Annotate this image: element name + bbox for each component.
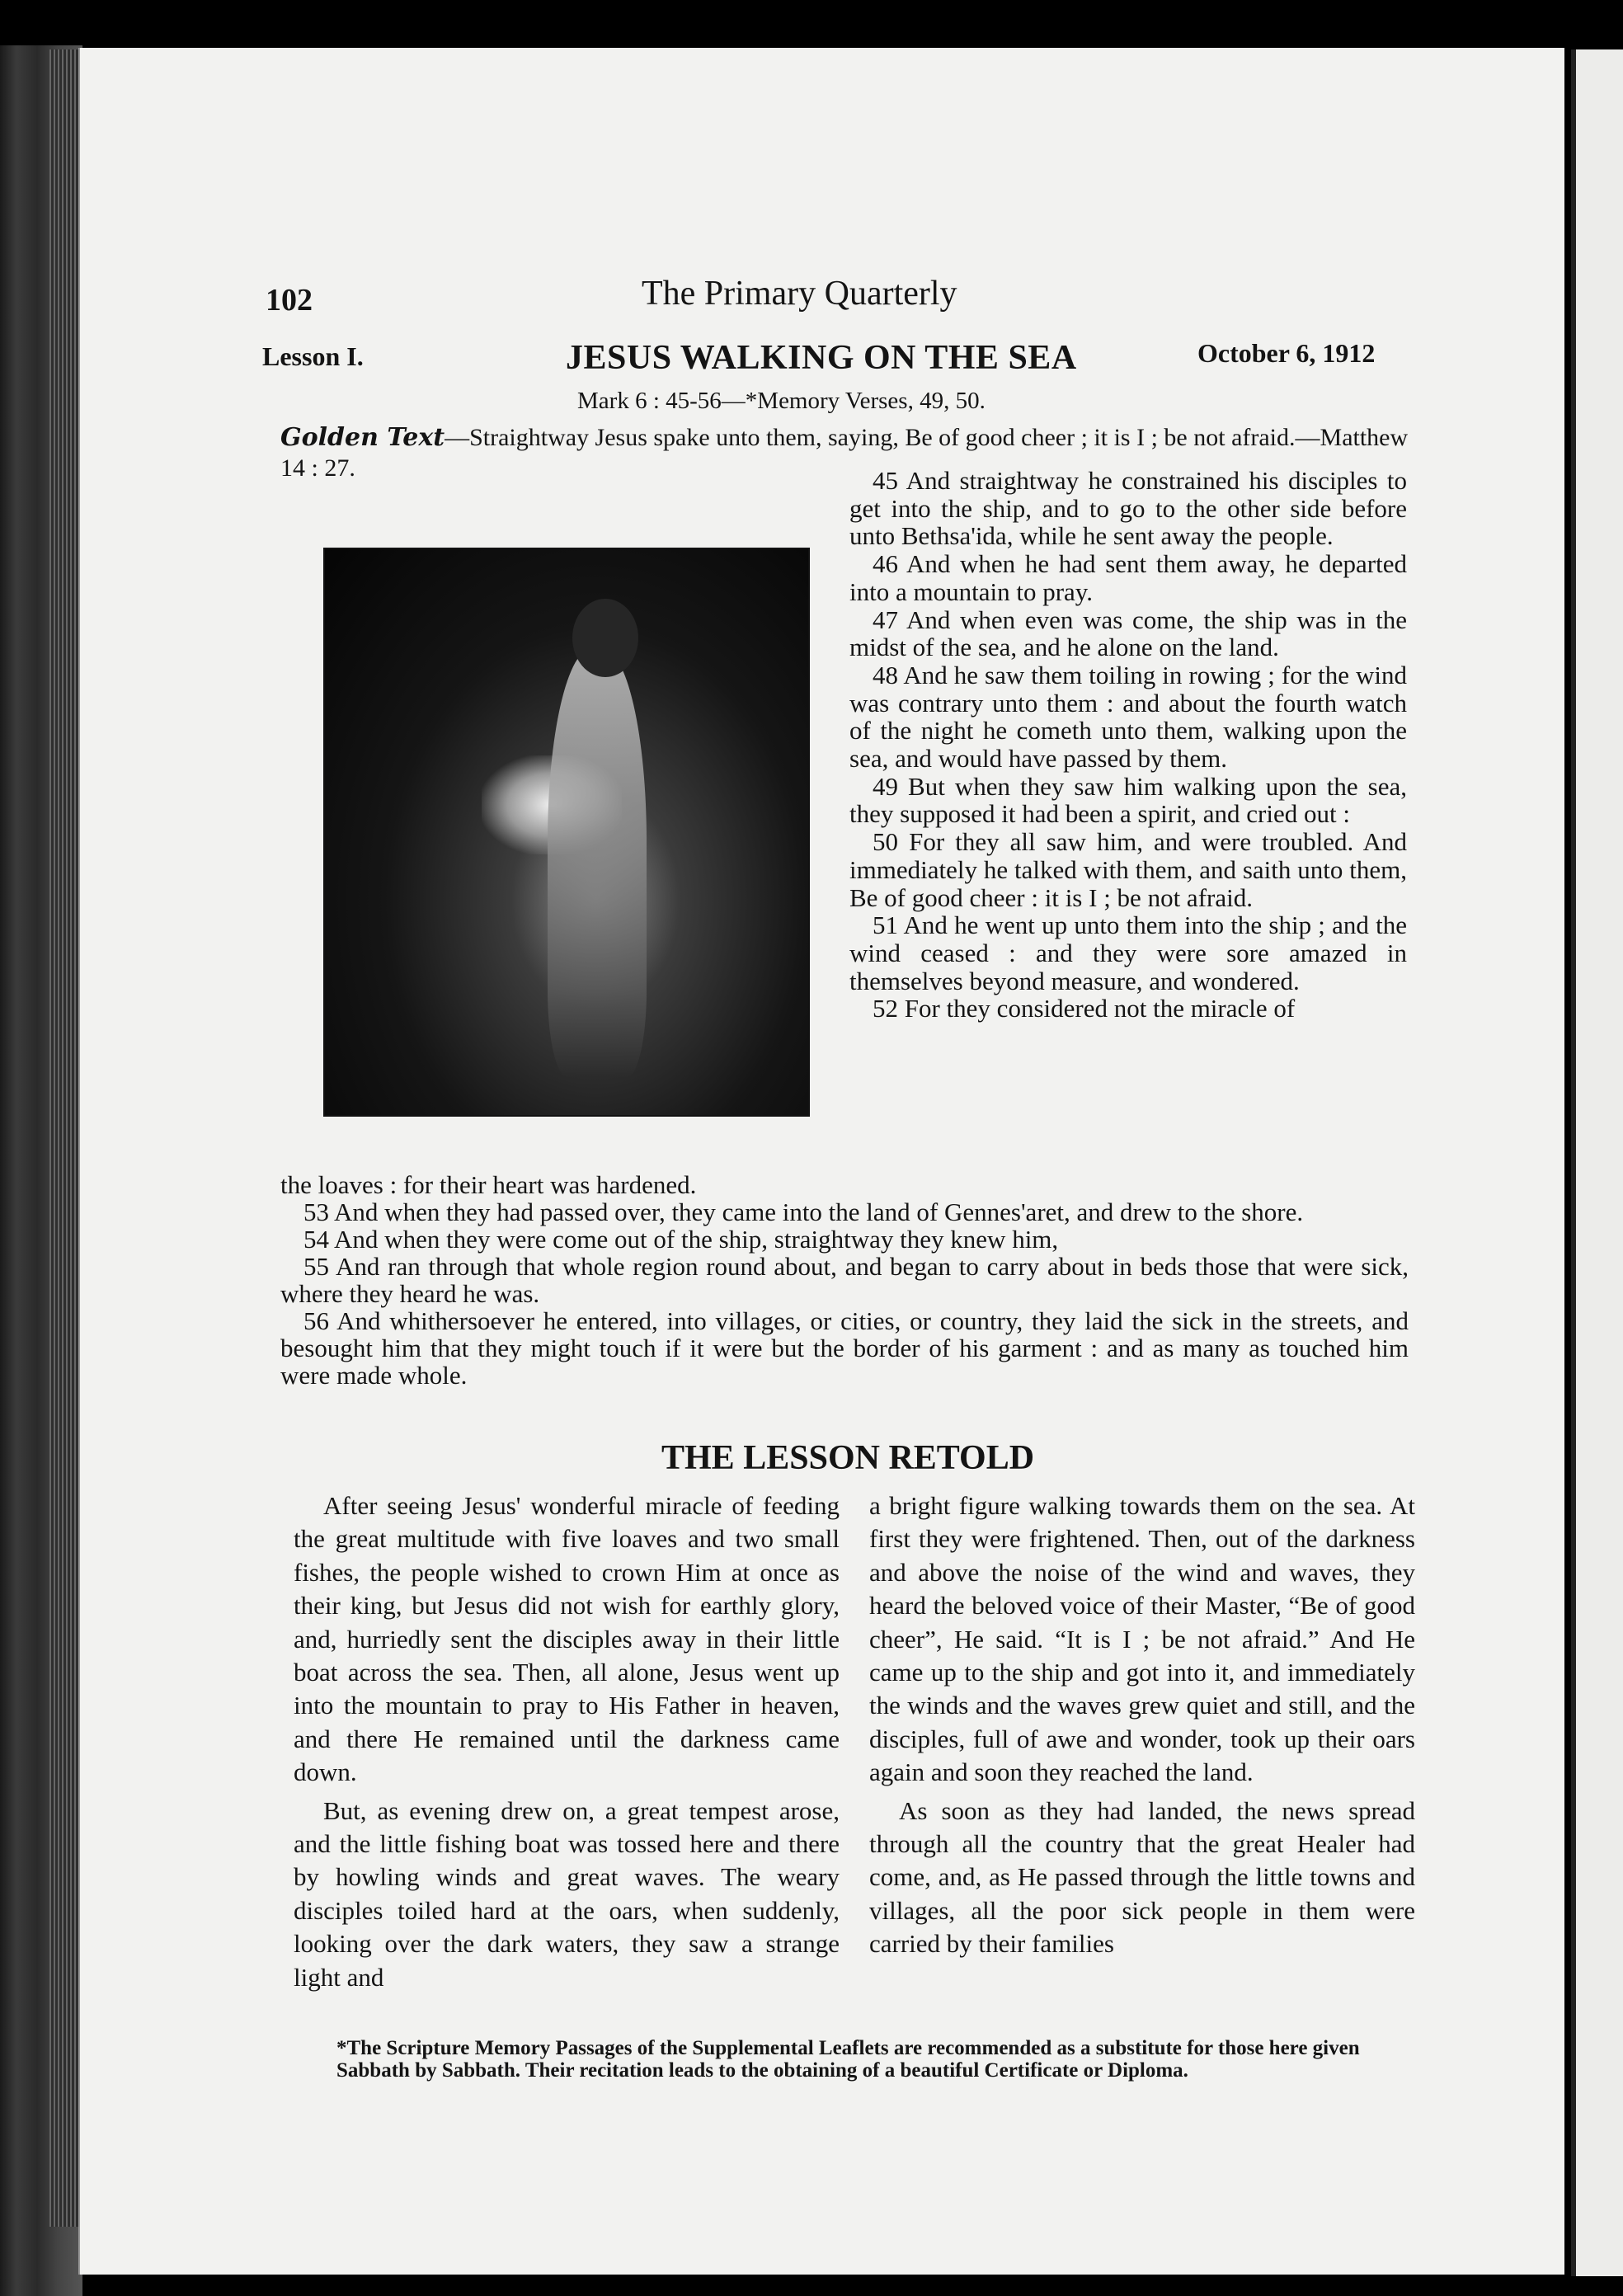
lesson-title: JESUS WALKING ON THE SEA [566,339,1077,377]
verse-53: 53 And when they had passed over, they came into the land of Gennes'aret, and drew to the shore. [303,1197,1304,1226]
lesson-date: October 6, 1912 [1197,338,1376,368]
retold-paragraph-continued: a bright figure walking towards them on the sea. At first they were frightened. Then, out of the darkness and above the noise of the wind and waves, they heard the beloved voice of their Master, “Be of good cheer”, He said. “It is I ; be not afraid.” And He came up to the ship and got into it, and immediately the winds and the waves grew quiet and still, and the disciples, full of awe and wonder, took up their oars again and soon they reached the land. [869,1491,1415,1787]
verse-51: 51 And he went up unto them into the ship ; and the wind ceased : and they were sore amazed in themselves beyond measure, and wondered. [849,910,1407,995]
verse-54: 54 And when they were come out of the ship, straightway they knew him, [303,1225,1059,1254]
page-edges [49,49,82,2227]
verse-47: 47 And when even was come, the ship was in the midst of the sea, and he alone on the land. [849,605,1407,662]
page-number: 102 [266,283,313,318]
verse-55: 55 And ran through that whole region round about, and began to carry about in beds those that were sick, where they heard he was. [280,1252,1409,1308]
lesson-retold-heading: THE LESSON RETOLD [661,1439,1035,1477]
retold-paragraph: As soon as they had landed, the news spread through all the country that the great Healer had come, and, as He passed through the little towns and villages, all the poor sick people in them were carried by their families [869,1795,1415,1959]
facing-page-edge [1571,49,1623,2276]
lesson-number: Lesson I. [262,341,364,371]
retold-paragraph: But, as evening drew on, a great tempest arose, and the little fishing boat was tossed here and there by howling winds and great waves. The weary disciples toiled hard at the oars, when suddenly, looking over the dark waters, they saw a strange light and [294,1795,840,1992]
scripture-verses-full-width [280,1171,1409,1389]
figure-head [572,599,638,677]
verse-49: 49 But when they saw him walking upon the sea, they supposed it had been a spirit, and cried out : [849,771,1407,829]
verse-56: 56 And whithersoever he entered, into villages, or cities, or country, they laid the sick in the streets, and besought him that they might touch if it were but the border of his garment : and as many as touched him were made whole. [280,1306,1409,1390]
retold-paragraph: After seeing Jesus' wonderful miracle of feeding the great multitude with five loaves and two small fishes, the people wished to crown Him at once as their king, but Jesus did not wish for earthly glory, and, hurriedly sent the disciples away in their little boat across the sea. Then, all alone, Jesus went up into the mountain to pray to His Father in heaven, and there He remained until the darkness came down. [294,1491,840,1787]
golden-text-label: Golden Text [280,423,445,452]
illustration-jesus-on-water [323,548,810,1117]
verse-52-start: 52 For they considered not the miracle of [873,994,1296,1023]
verse-45: 45 And straightway he constrained his disciples to get into the ship, and to go to the other side before unto Bethsa'ida, while he sent away the people. [849,466,1407,551]
retold-right-column [869,1489,1415,1966]
scripture-verses-right [849,467,1407,1023]
verse-52-end: the loaves : for their heart was hardened. [280,1170,697,1199]
verse-50: 50 For they all saw him, and were troubled. And immediately he talked with them, and saith unto them, Be of good cheer : it is I ; be not afraid. [849,827,1407,912]
footnote: *The Scripture Memory Passages of the Supplemental Leaflets are recommended as a substitute for those here given Sabbath by Sabbath. Their recitation leads to the obtaining of a beautiful Certificate or Diploma. [336,2037,1360,2082]
golden-text-body: —Straightway Jesus spake unto them, saying, Be of good cheer ; it is I ; be not afraid.—Matthew 14 : 27. [280,424,1409,482]
robed-figure [548,648,647,1077]
verse-46: 46 And when he had sent them away, he departed into a mountain to pray. [849,549,1407,606]
scripture-reference: Mark 6 : 45-56—*Memory Verses, 49, 50. [577,388,986,414]
retold-left-column [294,1489,840,1999]
journal-title: The Primary Quarterly [642,275,957,313]
verse-48: 48 And he saw them toiling in rowing ; for the wind was contrary unto them : and about the fourth watch of the night he cometh unto them, walking upon the sea, and would have passed by them. [849,660,1407,774]
